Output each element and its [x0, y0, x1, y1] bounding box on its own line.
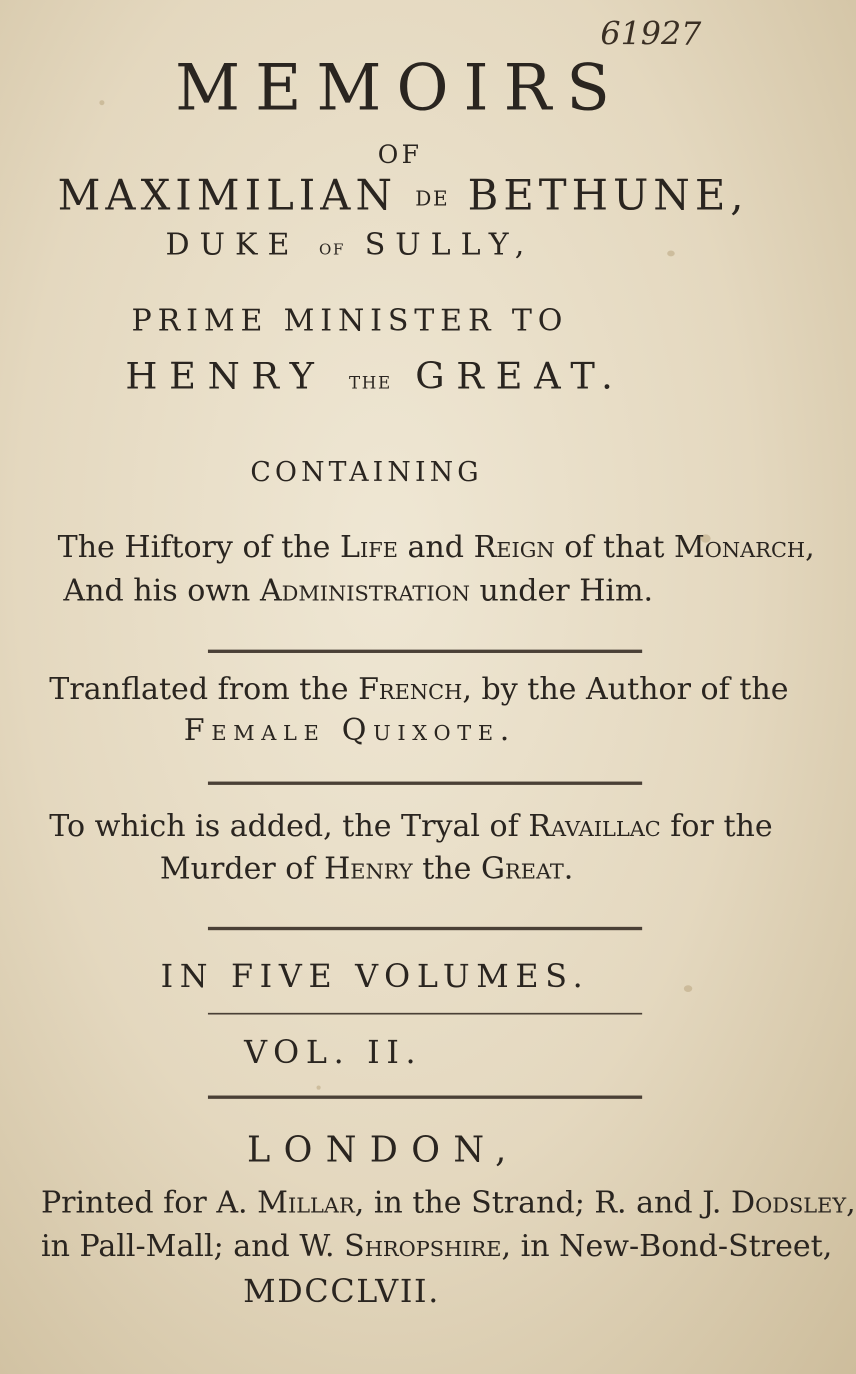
imprint-dodsley: Dodsley,: [731, 1185, 856, 1220]
added-text: To which is added, the Tryal of: [49, 809, 529, 844]
history-administration: Administration: [259, 573, 470, 608]
duke-place: SULLY,: [364, 227, 535, 263]
added-line-1: [49, 809, 773, 844]
history-line-2: [24, 574, 692, 608]
library-shelfmark: 61927: [600, 15, 702, 52]
divider-rule: [208, 927, 642, 930]
duke-title: [16, 228, 684, 262]
added-great: Great.: [480, 851, 574, 886]
history-text: The Hiftory of the: [57, 530, 341, 565]
imprint-line-1: [40, 1185, 856, 1220]
added-text: Murder of: [159, 851, 325, 886]
history-monarch: Monarch,: [673, 530, 815, 565]
imprint-text: Printed for A.: [40, 1185, 258, 1220]
history-line-1: [57, 530, 815, 565]
name-last: BETHUNE,: [467, 171, 749, 220]
name-particle: DE: [415, 187, 450, 211]
imprint-shropshire: Shropshire,: [344, 1229, 512, 1264]
henry-great: GREAT.: [415, 354, 625, 398]
history-text: of that: [554, 530, 674, 565]
name-first: MAXIMILIAN: [57, 171, 398, 220]
imprint-text: in the Strand; R. and J.: [364, 1185, 732, 1220]
translation-female-quixote: Female Quixote.: [183, 713, 516, 748]
history-reign: Reign: [473, 530, 555, 565]
volumes-count: IN FIVE VOLUMES.: [160, 957, 590, 995]
added-text: the: [412, 851, 481, 886]
added-line-2: [33, 852, 701, 886]
divider-rule: [208, 1096, 642, 1099]
henry-name: HENRY: [125, 354, 326, 398]
divider-rule: [208, 782, 642, 785]
imprint-city: LONDON,: [246, 1128, 520, 1170]
translation-french: French,: [358, 672, 472, 707]
translation-text: Tranflated from the: [49, 672, 359, 707]
volume-number: VOL. II.: [244, 1033, 423, 1071]
henry-the: THE: [348, 372, 392, 393]
history-text: And his own: [63, 573, 260, 608]
history-text: under Him.: [469, 573, 654, 608]
title-of: OF: [377, 140, 423, 170]
office-line: PRIME MINISTER TO: [131, 303, 569, 339]
imprint-text: in Pall-Mall; and W.: [40, 1229, 345, 1264]
duke-of: OF: [319, 241, 346, 259]
added-henry: Henry: [324, 851, 413, 886]
imprint-line-2: [40, 1229, 833, 1264]
containing-heading: CONTAINING: [250, 455, 483, 488]
imprint-year: MDCCLVII.: [243, 1272, 440, 1310]
henry-line: [41, 355, 709, 398]
author-name: [57, 171, 749, 220]
translation-text: by the Author of the: [471, 672, 789, 707]
divider-rule: [208, 650, 642, 653]
imprint-text: in New-Bond-Street,: [511, 1229, 833, 1264]
title-page: [49, 0, 815, 1170]
divider-rule: [208, 1013, 642, 1015]
duke-word: DUKE: [165, 227, 300, 263]
added-ravaillac: Ravaillac: [528, 809, 661, 844]
history-life: Life: [340, 530, 398, 565]
imprint-millar: Millar,: [257, 1185, 365, 1220]
translation-line-1: [49, 672, 789, 707]
added-text: for the: [660, 809, 773, 844]
title-memoirs: MEMOIRS: [175, 50, 625, 125]
history-text: and: [397, 530, 474, 565]
